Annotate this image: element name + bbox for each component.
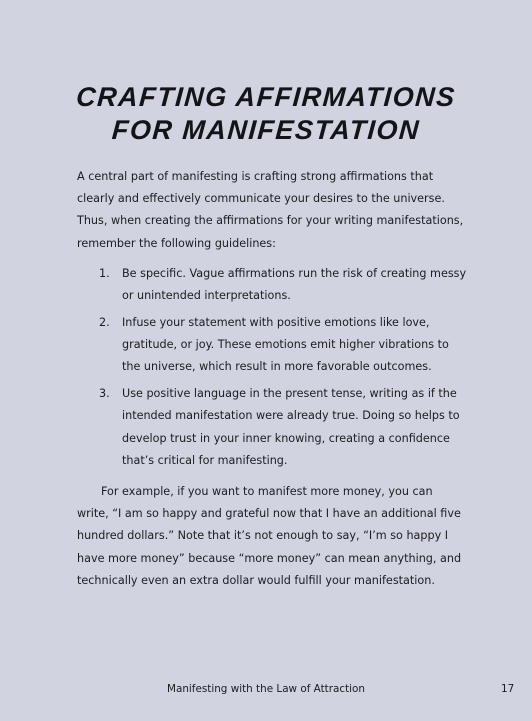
- guideline-text: Infuse your statement with positive emotions like love, gratitude, or joy. These emotions emit higher vibrations to the universe, which result in more favorable outcomes.: [122, 316, 449, 374]
- guideline-number: 1.: [99, 267, 110, 280]
- intro-paragraph: A central part of manifesting is crafting strong affirmations that clearly and effectively communicate your desires to the universe. Thus, when creating the affirmations for your writing manifestations, remember the following guidelines:: [77, 170, 464, 250]
- guideline-item: [99, 383, 469, 472]
- chapter-title-line-2: FOR MANIFESTATION: [110, 115, 422, 145]
- chapter-title-line-1: CRAFTING AFFIRMATIONS: [75, 82, 457, 112]
- guidelines-list: [99, 263, 469, 477]
- page-number: 17: [501, 683, 515, 695]
- guideline-text: Use positive language in the present tense, writing as if the intended manifestation were already true. Doing so helps to develop trust in your inner knowing, creating a confidence that’s critical for manifesting.: [122, 387, 460, 467]
- running-footer-book-title: Manifesting with the Law of Attraction: [166, 683, 366, 695]
- guideline-number: 2.: [99, 316, 110, 329]
- guideline-item: [99, 312, 469, 379]
- guideline-item: [99, 263, 469, 307]
- guideline-number: 3.: [99, 387, 110, 401]
- guideline-text: Be specific. Vague affirmations run the risk of creating messy or unintended interpretations.: [122, 267, 467, 303]
- example-paragraph: For example, if you want to manifest more money, you can write, “I am so happy and grateful now that I have an additional five hundred dollars.” Note that it’s not enough to say, “I’m so happy I have more money” because “more money” can mean anything, and technically even an extra dollar would fulfill your manifestation.: [77, 485, 462, 587]
